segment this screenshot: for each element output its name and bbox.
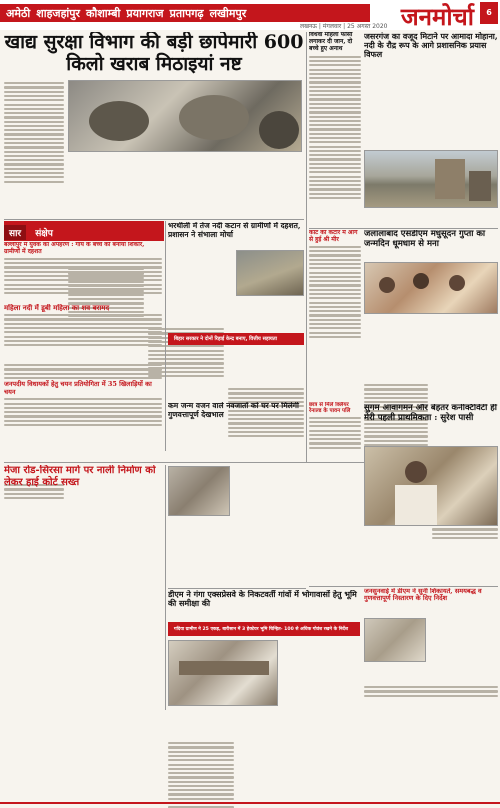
sweets-photo bbox=[68, 80, 302, 152]
right-mid-story-1 bbox=[309, 230, 361, 350]
lower-right-story bbox=[364, 588, 498, 616]
dateline: लखनऊ | मंगलवार | 25 अगस्त 2020 bbox=[300, 23, 388, 30]
top-right-headline: जसरगंज का वजूद मिटाने पर आमादा मोहाना, नदी के रौद्र रूप के आगे प्रशासनिक प्रयास विफल bbox=[364, 32, 498, 60]
lead-headline: खाद्य सुरक्षा विभाग की बड़ी छापेमारी 600 किलो खराब मिठाइयां नष्ट bbox=[4, 32, 304, 75]
meeting-photo-large bbox=[168, 640, 278, 706]
city-label: प्रतापगढ़ bbox=[169, 6, 204, 20]
river-photo bbox=[364, 150, 498, 208]
bottom-mid-headline: कम जन्म वजन वाले नवजातों को घर पर मिलेगी गुणवत्तापूर्ण देखभाल bbox=[168, 402, 299, 419]
footer-strip-text: गदिया ग्रामीण ने 25 एकड़, बारीसान में 3 हेक्टेयर भूमि चिन्हित- 100 से अधिक गोवंश रखने के निर्देश bbox=[174, 627, 349, 632]
right-mid-headline-1: काट की कटार में आगे से हुई श्री मीर bbox=[309, 230, 358, 243]
city-label: प्रयागराज bbox=[126, 6, 164, 20]
section-rule bbox=[168, 588, 306, 589]
section-rule bbox=[309, 586, 498, 587]
sar-subtag: संक्षेप bbox=[35, 229, 53, 239]
sar-item-2-headline: महिला नदी में डूबी महिला का शव बरामद bbox=[4, 304, 110, 312]
notice-bar bbox=[168, 333, 304, 345]
column-divider bbox=[165, 465, 166, 710]
column-divider bbox=[306, 32, 307, 462]
sar-item-2 bbox=[4, 304, 162, 360]
page-number: 6 bbox=[480, 2, 498, 24]
mid-story-headline: भरथीली में तेज नदी कटान से ग्रामीणों में दहशत, प्रशासन ने संभाला मोर्चा bbox=[168, 222, 301, 239]
jansunwai-photo bbox=[364, 618, 426, 662]
bottom-mid-story bbox=[168, 402, 304, 432]
city-label: अमेठी bbox=[6, 6, 31, 20]
meeting-photo-small bbox=[168, 466, 230, 516]
section-rule bbox=[4, 219, 304, 220]
erosion-photo bbox=[236, 250, 304, 296]
bottom-left-story bbox=[4, 465, 164, 505]
sar-tag: सार bbox=[4, 225, 26, 240]
page-bottom-rule bbox=[0, 802, 500, 804]
city-strip bbox=[0, 4, 370, 22]
footer-story bbox=[168, 590, 360, 620]
masthead bbox=[0, 0, 500, 30]
mid-story-body1 bbox=[168, 740, 234, 808]
lead-headline-block bbox=[4, 32, 304, 78]
sar-item-3 bbox=[4, 362, 162, 452]
right-mid-headline-2: जलालाबाद एसडीएम मधुसूदन गुप्ता का जन्मदिन धूमधाम से मना bbox=[364, 230, 486, 249]
lower-right-headline: जनसुनवाई में डीएम ने सुनी शिकायतें, समयबद्ध व गुणवत्तापूर्ण निस्तारण के दिए निर्देश bbox=[364, 588, 482, 603]
top-right-story bbox=[364, 32, 498, 66]
column-divider bbox=[165, 221, 166, 451]
city-label: लखीमपुर bbox=[209, 6, 247, 20]
small-story bbox=[309, 402, 361, 462]
sar-item-3-headline: जनपदीय विधायकों हेतु चयन प्रतियोगिता में 35 खिलाड़ियों का चयन bbox=[4, 380, 152, 396]
side-story-headline: विधवा महिला फांसी लगाकर दी जान, दो बच्चे हुए अनाथ bbox=[309, 32, 353, 52]
newspaper-logo: जनमोर्चा bbox=[400, 2, 474, 31]
birthday-photo bbox=[364, 262, 498, 314]
sar-item-1-headline: बल्लीपुर में युवक का अपहरण : गाय के बच्चे को बनाया शिकार, ग्रामीणों में दहशत bbox=[4, 242, 145, 255]
footer-strip bbox=[168, 622, 360, 636]
mid-story bbox=[168, 222, 304, 248]
top-right-body3 bbox=[364, 684, 498, 700]
sar-section bbox=[4, 221, 164, 241]
footer-story-headline: डीएम ने गंगा एक्सप्रेसवे के निकटवर्ती गांवों में भोगावासों हेतु भूमि की समीक्षा की bbox=[168, 590, 357, 609]
city-label: कौशाम्बी bbox=[86, 6, 121, 20]
notice-bar-text: बिहार सरकार ने दोनों रिहाई केन्द्र बनाए, वित्तीय सहायता bbox=[174, 336, 277, 342]
right-mid-story-2 bbox=[364, 230, 498, 258]
bottom-left-headline: मेजा रोड-सिरसा मार्ग पर नाली निर्माण को लेकर हाई कोर्ट सख्त bbox=[4, 465, 156, 488]
suresh-pasi-photo bbox=[364, 446, 498, 526]
lead-body-col1 bbox=[4, 80, 64, 190]
side-story bbox=[309, 32, 361, 222]
small-story-headline: छात्र से मिले क्लियर रेनाल्ड के पावन पलि bbox=[309, 402, 351, 415]
city-label: शाहजहांपुर bbox=[36, 6, 81, 20]
section-rule bbox=[309, 228, 498, 229]
bottom-right-headline: सुगम आवागमन और बेहतर कनेक्टिविटी ही मेरी पहली प्राथमिकता : सुरेश पासी bbox=[364, 404, 497, 423]
bottom-right-story bbox=[364, 404, 498, 444]
sar-item-1 bbox=[4, 242, 162, 302]
